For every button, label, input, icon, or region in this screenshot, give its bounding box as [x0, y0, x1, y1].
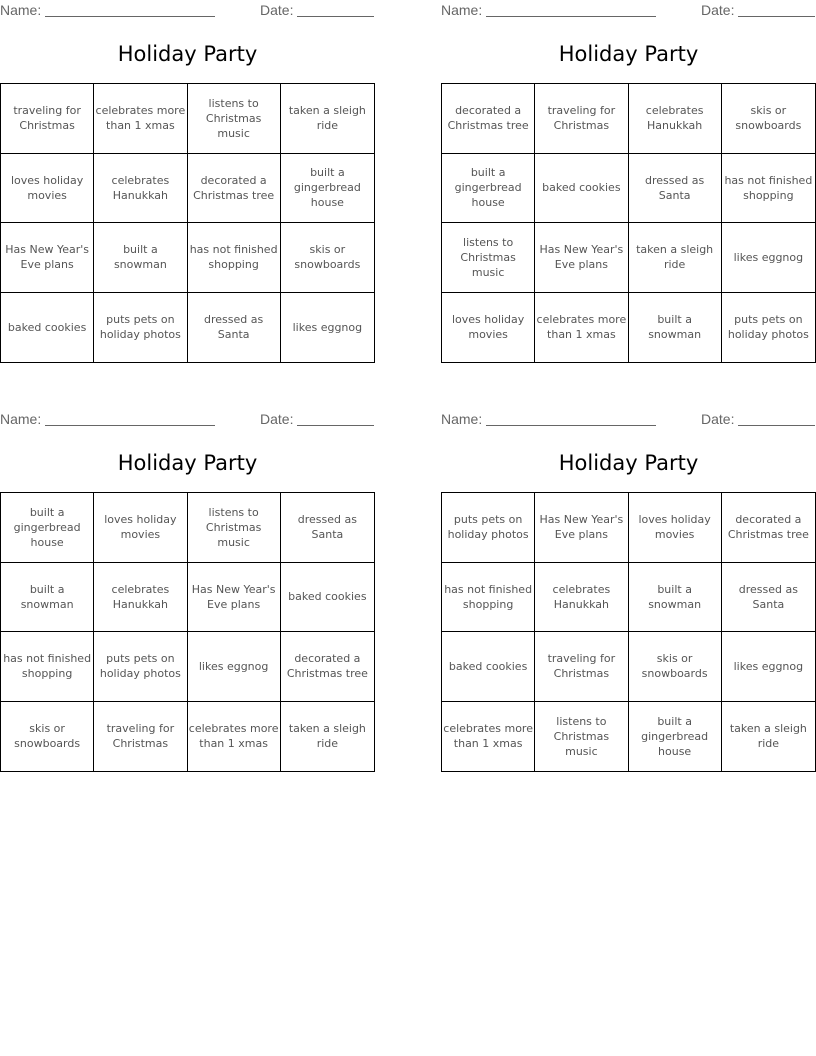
bingo-cell: skis or snowboards — [1, 702, 94, 772]
bingo-cell: baked cookies — [442, 632, 535, 702]
bingo-cell: taken a sleigh ride — [288, 722, 366, 751]
bingo-cell: celebrates more than 1 xmas — [188, 702, 281, 772]
bingo-cell: listens to Christmas music — [188, 84, 281, 154]
bingo-grid — [0, 83, 375, 363]
name-blank-line — [45, 411, 215, 426]
bingo-cell: listens to Christmas music — [442, 223, 535, 293]
bingo-cell: baked cookies — [281, 563, 374, 633]
bingo-cell: built a gingerbread house — [281, 154, 374, 224]
card-title: Holiday Party — [117, 42, 258, 66]
date-field — [701, 2, 815, 18]
bingo-cell: dressed as Santa — [281, 493, 374, 563]
bingo-cell: celebrates more than 1 xmas — [535, 293, 628, 363]
bingo-cell: celebrates Hanukkah — [535, 563, 628, 633]
bingo-grid — [441, 83, 816, 363]
bingo-cell: decorated a Christmas tree — [722, 493, 815, 563]
name-label: Name: — [441, 2, 483, 18]
bingo-cell: celebrates Hanukkah — [94, 154, 187, 224]
name-blank-line — [486, 2, 656, 17]
bingo-cell: has not finished shopping — [442, 563, 535, 633]
bingo-cell: puts pets on holiday photos — [727, 313, 809, 342]
bingo-cell: Has New Year's Eve plans — [535, 493, 628, 563]
bingo-cell: built a gingerbread house — [629, 702, 722, 772]
bingo-cell: listens to Christmas music — [188, 493, 281, 563]
bingo-cell: built a snowman — [1, 563, 94, 633]
name-label: Name: — [0, 411, 42, 427]
bingo-cell: puts pets on holiday photos — [94, 632, 187, 702]
bingo-cell: has not finished shopping — [1, 632, 94, 702]
bingo-cell: Has New Year's Eve plans — [535, 223, 628, 293]
bingo-cell: taken a sleigh ride — [281, 84, 374, 154]
bingo-cell: has not finished shopping — [722, 154, 815, 224]
date-label: Date: — [260, 411, 294, 427]
bingo-cell: Has New Year's Eve plans — [1, 223, 94, 293]
bingo-cell: likes eggnog — [292, 320, 363, 334]
bingo-cell: Has New Year's Eve plans — [188, 563, 281, 633]
date-blank-line — [738, 2, 815, 17]
bingo-cell: traveling for Christmas — [535, 84, 628, 154]
name-field — [0, 411, 215, 427]
date-field — [260, 411, 374, 427]
bingo-cell: dressed as Santa — [629, 154, 722, 224]
bingo-grid — [0, 492, 375, 772]
name-blank-line — [45, 2, 215, 17]
bingo-cell: puts pets on holiday photos — [94, 293, 187, 363]
card-title: Holiday Party — [558, 451, 699, 475]
bingo-cell: decorated a Christmas tree — [281, 632, 374, 702]
bingo-cell: built a gingerbread house — [442, 154, 535, 224]
bingo-cell: celebrates more than 1 xmas — [94, 84, 187, 154]
bingo-cell: skis or snowboards — [629, 632, 722, 702]
bingo-cell: listens to Christmas music — [535, 702, 628, 772]
date-blank-line — [738, 411, 815, 426]
bingo-cell: skis or snowboards — [281, 223, 374, 293]
bingo-cell: decorated a Christmas tree — [442, 84, 535, 154]
bingo-cell: built a gingerbread house — [1, 493, 94, 563]
bingo-cell: has not finished shopping — [188, 223, 281, 293]
bingo-cell: likes eggnog — [722, 632, 815, 702]
bingo-cell: celebrates Hanukkah — [94, 563, 187, 633]
bingo-grid — [441, 492, 816, 772]
bingo-cell: celebrates Hanukkah — [629, 84, 722, 154]
bingo-cell: taken a sleigh ride — [629, 223, 722, 293]
bingo-cell: likes eggnog — [722, 223, 815, 293]
bingo-cell: traveling for Christmas — [94, 702, 187, 772]
bingo-cell: dressed as Santa — [188, 293, 281, 363]
date-blank-line — [297, 411, 374, 426]
bingo-cell: decorated a Christmas tree — [188, 154, 281, 224]
name-field — [441, 411, 656, 427]
card-title: Holiday Party — [117, 451, 258, 475]
name-label: Name: — [441, 411, 483, 427]
name-field — [0, 2, 215, 18]
bingo-cell: likes eggnog — [188, 632, 281, 702]
bingo-cell: built a snowman — [629, 293, 722, 363]
name-field — [441, 2, 656, 18]
bingo-cell: baked cookies — [535, 154, 628, 224]
bingo-cell: loves holiday movies — [629, 493, 722, 563]
bingo-cell: loves holiday movies — [442, 293, 535, 363]
bingo-cell: celebrates more than 1 xmas — [442, 702, 535, 772]
bingo-cell: puts pets on holiday photos — [442, 493, 535, 563]
card-title: Holiday Party — [558, 42, 699, 66]
date-field — [260, 2, 374, 18]
bingo-cell: traveling for Christmas — [1, 84, 94, 154]
bingo-cell: built a snowman — [629, 563, 722, 633]
bingo-cell: loves holiday movies — [94, 493, 187, 563]
date-label: Date: — [260, 2, 294, 18]
bingo-cell: loves holiday movies — [1, 154, 94, 224]
date-field — [701, 411, 815, 427]
bingo-cell: baked cookies — [1, 293, 94, 363]
bingo-cell: taken a sleigh ride — [729, 722, 807, 751]
date-blank-line — [297, 2, 374, 17]
bingo-cell: skis or snowboards — [722, 84, 815, 154]
bingo-cell: dressed as Santa — [722, 563, 815, 633]
bingo-cell: built a snowman — [94, 223, 187, 293]
date-label: Date: — [701, 411, 735, 427]
name-blank-line — [486, 411, 656, 426]
bingo-cell: traveling for Christmas — [535, 632, 628, 702]
date-label: Date: — [701, 2, 735, 18]
name-label: Name: — [0, 2, 42, 18]
